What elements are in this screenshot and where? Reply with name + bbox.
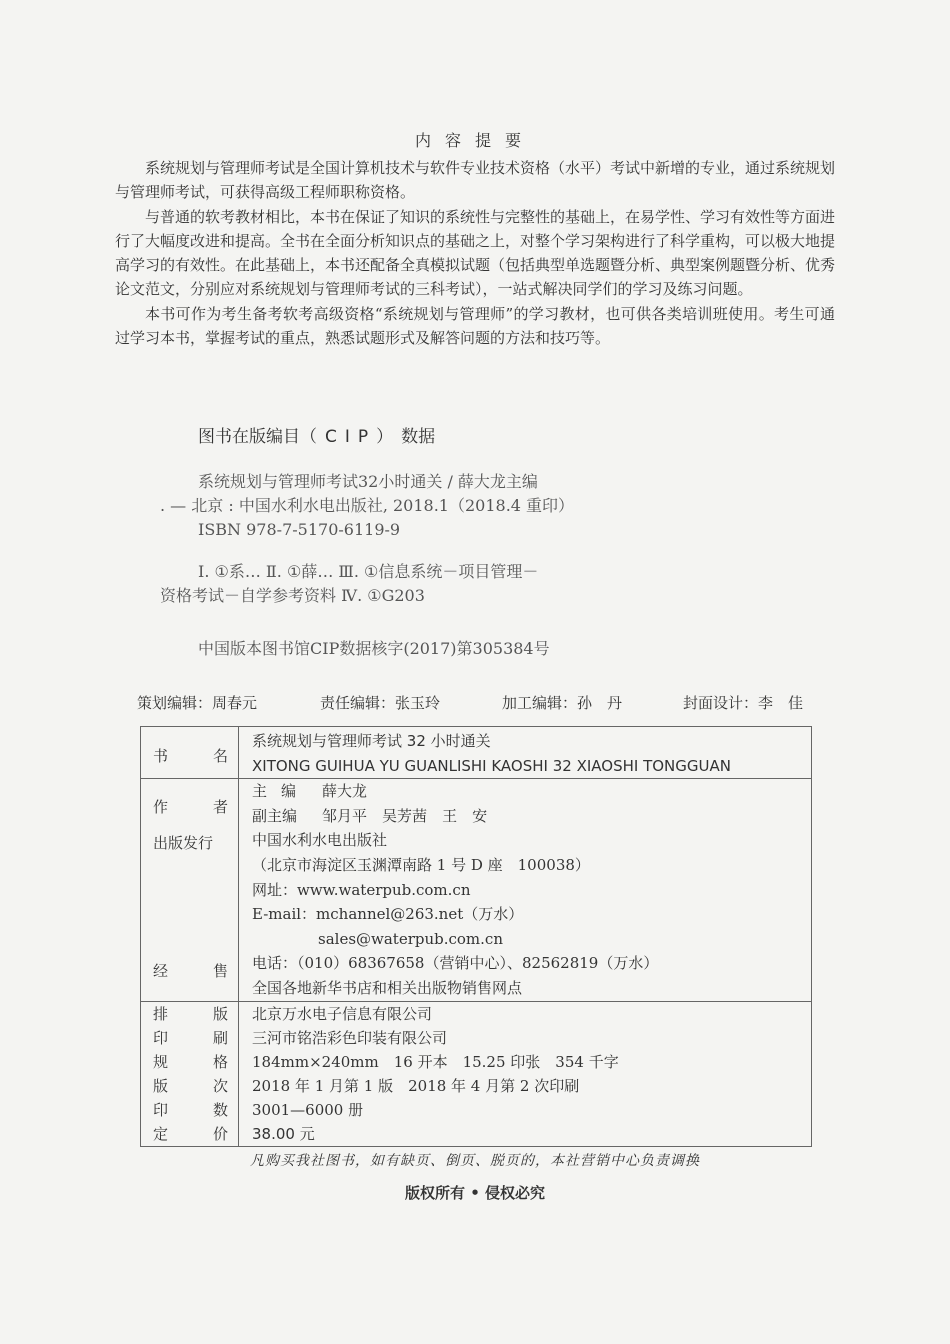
info-value <box>239 779 812 1001</box>
email-2: sales@waterpub.com.cn <box>318 929 503 948</box>
cip-isbn-line: ISBN 978-7-5170-6119-9 <box>198 520 401 539</box>
info-key: 排 版 印 刷 规 格 版 次 印 数 定 价 <box>141 1001 239 1146</box>
cip-heading: 图书在版编目（CIP）数据 <box>198 427 436 447</box>
summary-body <box>115 156 835 350</box>
cip-data <box>160 470 720 608</box>
email: E-mail：mchannel@263.net（万水） <box>252 905 524 924</box>
processing-editor: 加工编辑：孙 丹 <box>502 694 623 712</box>
cip-verify-number: 中国版本图书馆CIP数据核字(2017)第305384号 <box>198 639 550 658</box>
info-key: 书 名 <box>141 727 239 779</box>
cip-publisher-line: . — 北京 : 中国水利水电出版社, 2018.1（2018.4 重印） <box>160 496 575 515</box>
publisher-key: 出版发行 <box>153 834 214 853</box>
print-run: 3001—6000 册 <box>252 1100 364 1119</box>
info-value <box>239 1001 812 1146</box>
cip-title-line: 系统规划与管理师考试32小时通关 / 薛大龙主编 <box>198 472 538 491</box>
book-title-pinyin: XITONG GUIHUA YU GUANLISHI KAOSHI 32 XIAOSHI TONGGUAN <box>252 756 731 775</box>
cover-designer: 封面设计：李 佳 <box>683 694 804 712</box>
planning-editor: 策划编辑：周春元 <box>137 694 258 712</box>
price: 38.00 元 <box>252 1124 315 1143</box>
typesetter: 北京万水电子信息有限公司 <box>252 1004 433 1023</box>
book-info-table <box>140 726 812 1147</box>
summary-title: 内容提要 <box>414 131 535 150</box>
table-row <box>141 727 812 779</box>
edition: 2018 年 1 月第 1 版 2018 年 4 月第 2 次印刷 <box>252 1076 580 1095</box>
info-key: 作 者 出版发行 经 售 <box>141 779 239 1001</box>
cip-subject-line: Ⅰ. ①系… Ⅱ. ①薛… Ⅲ. ①信息系统－项目管理－ <box>198 562 539 581</box>
summary-paragraph: 系统规划与管理师考试是全国计算机技术与软件专业技术资格（水平）考试中新增的专业，通过系统规划与管理师考试，可获得高级工程师职称资格。 <box>115 159 836 202</box>
deputy-editors: 副主编 邹月平 吴芳茜 王 安 <box>252 806 488 825</box>
table-row <box>141 1001 812 1146</box>
cip-subject-line: 资格考试－自学参考资料 Ⅳ. ①G203 <box>160 586 425 605</box>
publisher: 中国水利水电出版社 <box>252 831 388 850</box>
chief-editor: 主编 薛大龙 <box>252 782 368 801</box>
responsible-editor: 责任编辑：张玉玲 <box>320 694 441 712</box>
summary-paragraph: 与普通的软考教材相比，本书在保证了知识的系统性与完整性的基础上，在易学性、学习有效性等方面进行了大幅度改进和提高。全书在全面分析知识点的基础之上，对整个学习架构进行了科学重构，可以极大地提高学习的有效性。在此基础上，本书还配备全真模拟试题（包括典型单选题暨分析、典型案例题暨分析、优秀论文范文，分别应对系统规划与管理师考试的三科考试），一站式解决同学们的学习及练习问题。 <box>115 207 836 299</box>
publisher-address: （北京市海淀区玉渊潭南路 1 号 D 座 100038） <box>252 855 590 874</box>
copyright-notice: 版权所有 • 侵权必究 <box>404 1184 546 1202</box>
info-value <box>239 727 812 779</box>
sales-channel: 全国各地新华书店和相关出版物销售网点 <box>252 978 523 997</box>
defect-exchange-note: 凡购买我社图书，如有缺页、倒页、脱页的，本社营销中心负责调换 <box>250 1153 700 1169</box>
specification: 184mm×240mm 16 开本 15.25 印张 354 千字 <box>252 1052 619 1071</box>
phone: 电话：（010）68367658（营销中心）、82562819（万水） <box>252 954 659 973</box>
website: 网址：www.waterpub.com.cn <box>252 880 471 899</box>
table-row <box>141 779 812 1001</box>
printer: 三河市铭浩彩色印装有限公司 <box>252 1028 448 1047</box>
book-title: 系统规划与管理师考试 32 小时通关 <box>252 732 491 750</box>
summary-paragraph: 本书可作为考生备考软考高级资格“系统规划与管理师”的学习教材，也可供各类培训班使用。考生可通过学习本书，掌握考试的重点，熟悉试题形式及解答问题的方法和技巧等。 <box>115 304 835 348</box>
